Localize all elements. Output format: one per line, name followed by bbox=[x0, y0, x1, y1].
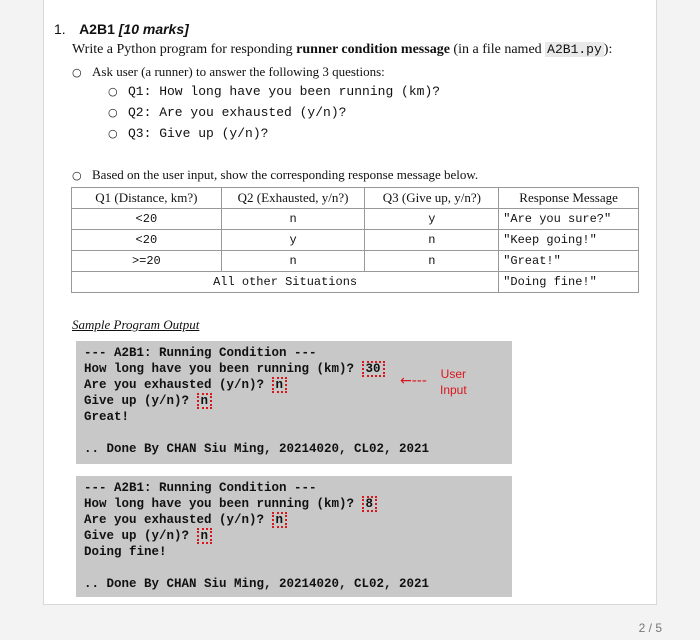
intro-text-2: (in a file named bbox=[449, 42, 546, 57]
table-header-cell: Q3 (Give up, y/n?) bbox=[365, 188, 499, 209]
console-line: --- A2B1: Running Condition --- bbox=[84, 481, 317, 495]
question-marks: [10 marks] bbox=[118, 21, 189, 37]
console-line bbox=[84, 560, 512, 576]
console-output-1 bbox=[76, 341, 512, 464]
user-input-box: n bbox=[272, 377, 288, 393]
user-input-box: n bbox=[197, 393, 213, 409]
question-number: 1. bbox=[54, 21, 66, 37]
console-prompt: Are you exhausted (y/n)? bbox=[84, 378, 272, 392]
console-line bbox=[84, 425, 512, 441]
table-row bbox=[72, 272, 639, 293]
intro-text-3: ): bbox=[603, 42, 613, 57]
sample-output-title: Sample Program Output bbox=[72, 317, 200, 332]
question-item bbox=[108, 84, 440, 99]
console-line bbox=[84, 528, 512, 544]
console-line: Doing fine! bbox=[84, 545, 167, 559]
table-cell: >=20 bbox=[72, 251, 222, 272]
bullet-circle-icon: ○ bbox=[108, 106, 118, 119]
question-text: Q3: Give up (y/n)? bbox=[128, 126, 269, 141]
response-table bbox=[71, 187, 639, 293]
page-number: 2 / 5 bbox=[638, 621, 662, 635]
table-header-cell: Q2 (Exhausted, y/n?) bbox=[221, 188, 365, 209]
bullet-circle-icon: ○ bbox=[72, 65, 82, 79]
table-cell: n bbox=[365, 230, 499, 251]
table-header-row bbox=[72, 188, 639, 209]
table-header-cell: Q1 (Distance, km?) bbox=[72, 188, 222, 209]
filename-highlight: A2B1.py bbox=[547, 42, 602, 57]
user-input-box: n bbox=[197, 528, 213, 544]
table-row bbox=[72, 251, 639, 272]
table-cell: "Doing fine!" bbox=[499, 272, 639, 293]
table-cell: "Keep going!" bbox=[499, 230, 639, 251]
intro-bold: runner condition message bbox=[296, 42, 450, 57]
callout-line: Input bbox=[440, 383, 467, 397]
question-title: A2B1 bbox=[79, 21, 115, 37]
console-line bbox=[84, 496, 512, 512]
console-line: .. Done By CHAN Siu Ming, 20214020, CL02, 2021 bbox=[84, 442, 430, 456]
console-line: Great! bbox=[84, 410, 130, 424]
console-prompt: Are you exhausted (y/n)? bbox=[84, 513, 272, 527]
table-row bbox=[72, 230, 639, 251]
bullet-ask bbox=[72, 64, 385, 80]
console-prompt: Give up (y/n)? bbox=[84, 394, 197, 408]
question-text: Q1: How long have you been running (km)? bbox=[128, 84, 441, 99]
table-cell: y bbox=[365, 209, 499, 230]
user-input-box: 8 bbox=[362, 496, 378, 512]
question-heading bbox=[54, 21, 189, 37]
question-intro bbox=[72, 42, 612, 58]
console-prompt: Give up (y/n)? bbox=[84, 529, 197, 543]
question-text: Q2: Are you exhausted (y/n)? bbox=[128, 105, 347, 120]
bullet-circle-icon: ○ bbox=[72, 168, 82, 182]
ask-intro-text: Ask user (a runner) to answer the following 3 questions: bbox=[92, 64, 385, 79]
table-cell: n bbox=[221, 209, 365, 230]
table-cell: <20 bbox=[72, 209, 222, 230]
table-cell: n bbox=[221, 251, 365, 272]
bullet-based-on bbox=[72, 167, 478, 183]
table-header-cell: Response Message bbox=[499, 188, 639, 209]
console-prompt: How long have you been running (km)? bbox=[84, 362, 362, 376]
user-input-box: n bbox=[272, 512, 288, 528]
console-line: .. Done By CHAN Siu Ming, 20214020, CL02, 2021 bbox=[84, 577, 430, 591]
intro-text-1: Write a Python program for responding bbox=[72, 42, 297, 57]
table-cell: "Are you sure?" bbox=[499, 209, 639, 230]
user-input-callout bbox=[440, 366, 467, 398]
table-cell-other: All other Situations bbox=[72, 272, 499, 293]
bullet-circle-icon: ○ bbox=[108, 127, 118, 140]
console-line bbox=[84, 512, 512, 528]
table-cell: "Great!" bbox=[499, 251, 639, 272]
table-cell: n bbox=[365, 251, 499, 272]
callout-line: User bbox=[440, 367, 467, 381]
question-item bbox=[108, 126, 268, 141]
console-line: --- A2B1: Running Condition --- bbox=[84, 346, 317, 360]
bullet-circle-icon: ○ bbox=[108, 85, 118, 98]
table-cell: <20 bbox=[72, 230, 222, 251]
table-cell: y bbox=[221, 230, 365, 251]
console-output-2 bbox=[76, 476, 512, 597]
based-on-text: Based on the user input, show the corresponding response message below. bbox=[92, 167, 479, 182]
table-row bbox=[72, 209, 639, 230]
console-prompt: How long have you been running (km)? bbox=[84, 497, 362, 511]
question-item bbox=[108, 105, 346, 120]
arrow-left-icon: ←--- bbox=[400, 373, 427, 389]
user-input-box: 30 bbox=[362, 361, 385, 377]
